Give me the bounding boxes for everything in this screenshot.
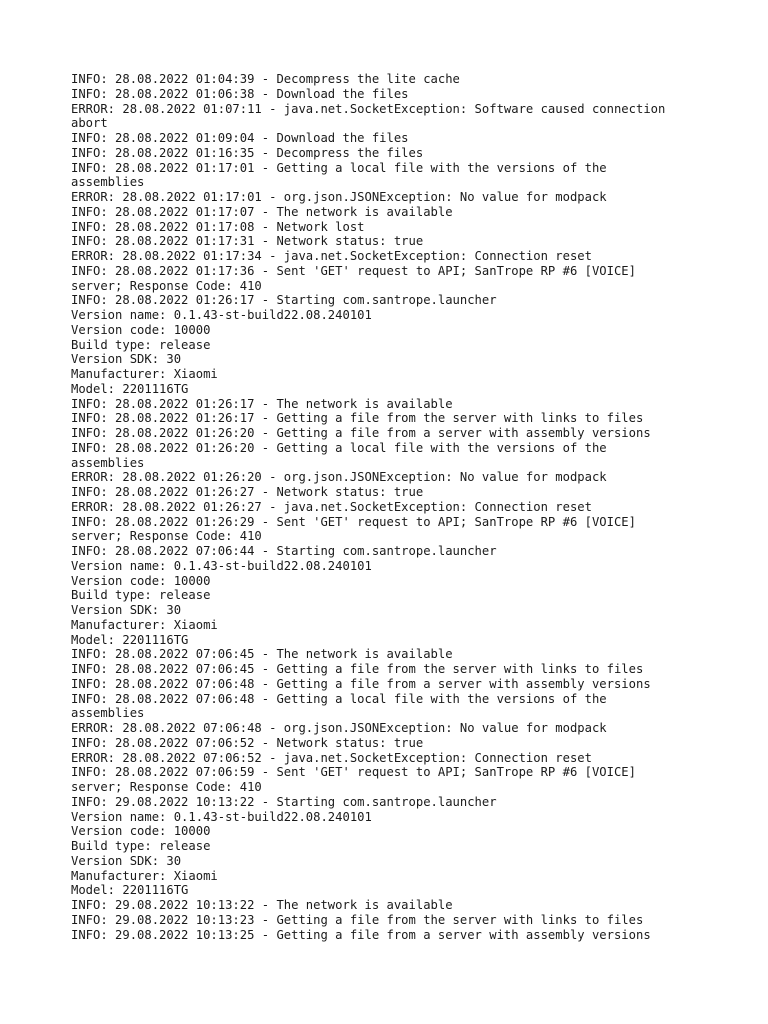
log-line: INFO: 28.08.2022 07:06:45 - The network is available (71, 647, 453, 662)
log-line: INFO: 28.08.2022 07:06:59 - Sent 'GET' request to API; SanTrope RP #6 [VOICE] (71, 765, 636, 780)
log-line: INFO: 28.08.2022 01:26:20 - Getting a local file with the versions of the (71, 440, 607, 455)
log-line: INFO: 29.08.2022 10:13:25 - Getting a file from a server with assembly versions (71, 927, 651, 942)
log-line: INFO: 29.08.2022 10:13:23 - Getting a file from the server with links to files (71, 912, 644, 927)
log-line: INFO: 28.08.2022 01:17:08 - Network lost (71, 219, 365, 234)
log-line: INFO: 28.08.2022 01:06:38 - Download the files (71, 86, 409, 101)
log-line: assemblies (71, 706, 145, 721)
log-line: Model: 2201116TG (71, 883, 189, 898)
log-line: INFO: 28.08.2022 01:26:17 - Starting com.santrope.launcher (71, 293, 497, 308)
log-line: INFO: 28.08.2022 07:06:44 - Starting com.santrope.launcher (71, 544, 497, 558)
log-line: server; Response Code: 410 (71, 529, 262, 544)
log-line: ERROR: 28.08.2022 01:17:01 - org.json.JSONException: No value for modpack (71, 190, 607, 204)
log-line: Version name: 0.1.43-st-build22.08.240101 (71, 558, 372, 573)
log-line: INFO: 28.08.2022 01:04:39 - Decompress the lite cache (71, 72, 460, 86)
log-line: server; Response Code: 410 (71, 278, 262, 293)
log-line: server; Response Code: 410 (71, 780, 262, 794)
log-line: Model: 2201116TG (71, 381, 189, 396)
log-line: ERROR: 28.08.2022 01:17:34 - java.net.SocketException: Connection reset (71, 249, 592, 263)
log-line: Manufacturer: Xiaomi (71, 868, 218, 883)
log-line: ERROR: 28.08.2022 01:07:11 - java.net.SocketException: Software caused connection (71, 101, 666, 116)
log-line: ERROR: 28.08.2022 07:06:52 - java.net.SocketException: Connection reset (71, 750, 592, 765)
log-line: Model: 2201116TG (71, 632, 189, 647)
log-line: Version SDK: 30 (71, 853, 182, 868)
log-line: assemblies (71, 175, 145, 190)
log-line: INFO: 28.08.2022 01:26:17 - The network is available (71, 396, 453, 411)
log-line: Version code: 10000 (71, 573, 211, 588)
log-line: INFO: 29.08.2022 10:13:22 - The network is available (71, 898, 453, 912)
log-line: INFO: 28.08.2022 07:06:45 - Getting a file from the server with links to files (71, 662, 644, 676)
log-line: INFO: 28.08.2022 01:26:17 - Getting a file from the server with links to files (71, 411, 644, 426)
log-line: INFO: 28.08.2022 01:26:29 - Sent 'GET' request to API; SanTrope RP #6 [VOICE] (71, 514, 636, 529)
log-line: ERROR: 28.08.2022 01:26:20 - org.json.JSONException: No value for modpack (71, 470, 607, 485)
log-line: INFO: 28.08.2022 01:26:20 - Getting a file from a server with assembly versions (71, 426, 651, 440)
log-line: INFO: 28.08.2022 07:06:52 - Network status: true (71, 735, 424, 750)
log-line: Version code: 10000 (71, 322, 211, 337)
log-line: Manufacturer: Xiaomi (71, 617, 218, 632)
log-line: Build type: release (71, 588, 211, 603)
log-text-block (71, 72, 711, 942)
log-line: INFO: 28.08.2022 01:17:36 - Sent 'GET' request to API; SanTrope RP #6 [VOICE] (71, 263, 636, 278)
log-line: INFO: 29.08.2022 10:13:22 - Starting com.santrope.launcher (71, 794, 497, 809)
log-line: ERROR: 28.08.2022 01:26:27 - java.net.SocketException: Connection reset (71, 499, 592, 514)
log-line: INFO: 28.08.2022 01:17:07 - The network is available (71, 204, 453, 219)
log-line: Build type: release (71, 337, 211, 352)
log-line: Build type: release (71, 839, 211, 853)
log-line: INFO: 28.08.2022 01:16:35 - Decompress the files (71, 145, 424, 160)
log-line: INFO: 28.08.2022 01:17:01 - Getting a local file with the versions of the (71, 160, 607, 175)
log-line: INFO: 28.08.2022 07:06:48 - Getting a file from a server with assembly versions (71, 676, 651, 691)
log-line: INFO: 28.08.2022 01:09:04 - Download the files (71, 131, 409, 145)
log-line: INFO: 28.08.2022 01:26:27 - Network status: true (71, 485, 424, 499)
log-line: assemblies (71, 455, 145, 470)
log-line: abort (71, 116, 108, 131)
log-line: INFO: 28.08.2022 07:06:48 - Getting a local file with the versions of the (71, 691, 607, 706)
log-line: INFO: 28.08.2022 01:17:31 - Network status: true (71, 234, 424, 249)
log-line: Version SDK: 30 (71, 603, 182, 617)
log-line: Version code: 10000 (71, 824, 211, 839)
log-line: Version name: 0.1.43-st-build22.08.240101 (71, 308, 372, 322)
log-line: Manufacturer: Xiaomi (71, 367, 218, 381)
log-line: Version SDK: 30 (71, 352, 182, 367)
log-line: ERROR: 28.08.2022 07:06:48 - org.json.JSONException: No value for modpack (71, 721, 607, 735)
log-line: Version name: 0.1.43-st-build22.08.240101 (71, 809, 372, 824)
